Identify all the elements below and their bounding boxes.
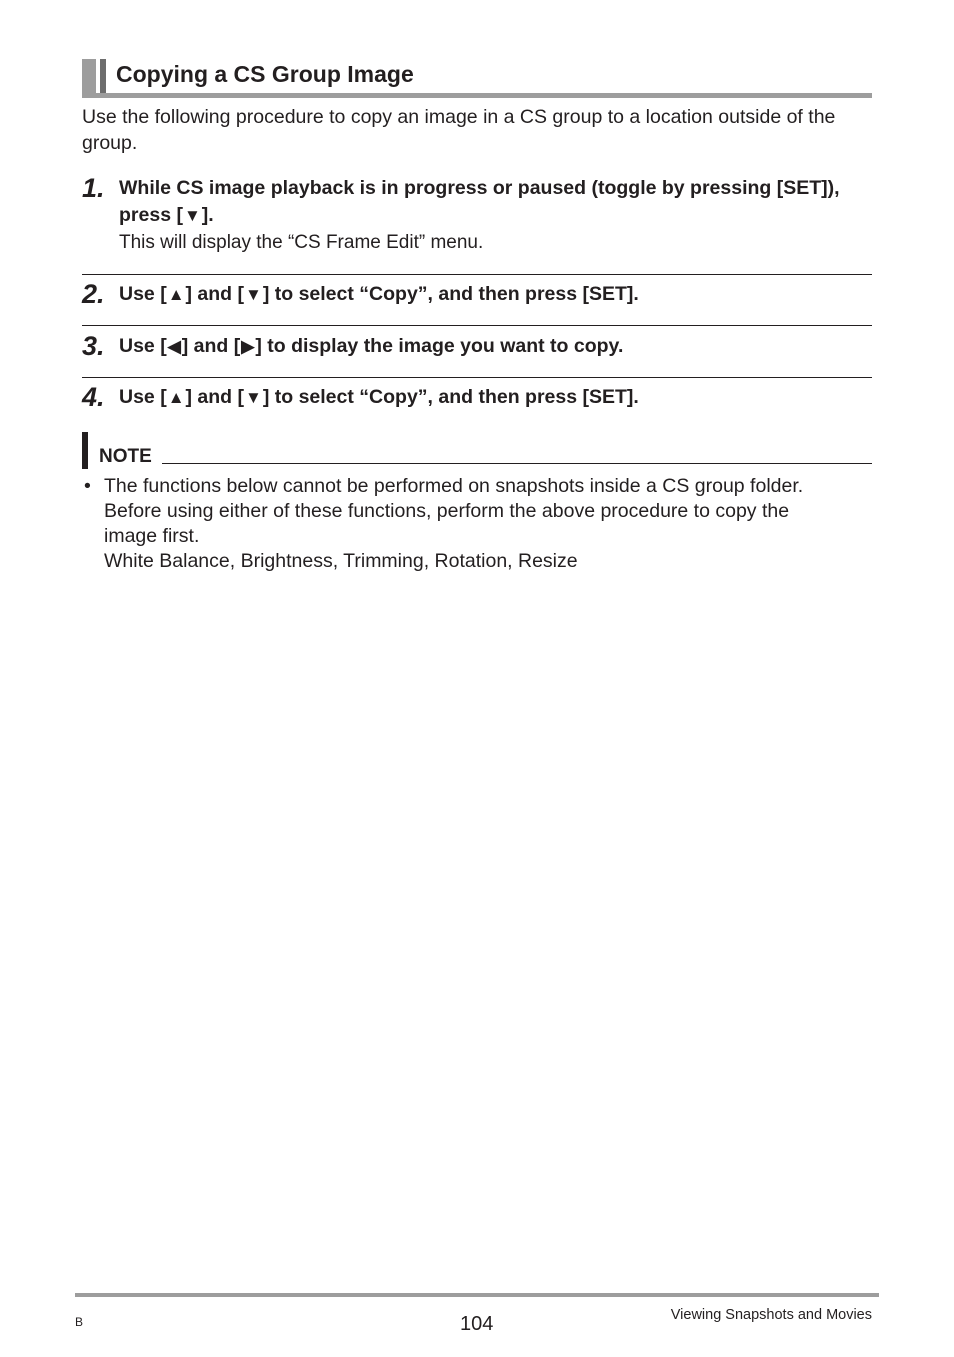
step-instruction: Use [▲] and [▼] to select “Copy”, and then press [SET]. (119, 384, 871, 411)
note-line: Before using either of these functions, perform the above procedure to copy the (104, 500, 790, 522)
heading-bar-decoration (82, 59, 96, 95)
note-line: image first. (104, 525, 200, 547)
step-number: 3. (82, 331, 105, 361)
down-arrow-icon: ▼ (245, 285, 262, 304)
note-label: NOTE (99, 446, 152, 467)
note-heading (82, 432, 872, 470)
down-arrow-icon: ▼ (183, 206, 201, 225)
heading-bar-decoration (100, 59, 106, 95)
step-note: This will display the “CS Frame Edit” menu. (119, 232, 484, 253)
footer-language-code: B (75, 1315, 84, 1329)
step-instruction: Use [◀] and [▶] to display the image you want to copy. (119, 333, 871, 360)
footer-chapter-title: Viewing Snapshots and Movies (670, 1307, 872, 1323)
bullet-icon: • (84, 475, 91, 497)
note-text (104, 474, 870, 574)
divider (82, 325, 872, 326)
step-instruction: While CS image playback is in progress or paused (toggle by pressing [SET]), press [▼]. (119, 175, 871, 229)
section-heading (82, 59, 872, 98)
step-number: 1. (82, 173, 105, 203)
down-arrow-icon: ▼ (245, 388, 262, 407)
page-number: 104 (460, 1313, 494, 1335)
right-arrow-icon: ▶ (241, 337, 255, 356)
intro-paragraph: Use the following procedure to copy an image in a CS group to a location outside of the group. (82, 106, 836, 154)
up-arrow-icon: ▲ (167, 285, 185, 304)
note-line: The functions below cannot be performed on snapshots inside a CS group folder. (104, 475, 804, 497)
step-number: 4. (82, 382, 105, 412)
heading-underline (82, 93, 872, 98)
up-arrow-icon: ▲ (167, 388, 185, 407)
section-title: Copying a CS Group Image (116, 61, 414, 87)
divider (82, 274, 872, 275)
note-line: White Balance, Brightness, Trimming, Rotation, Resize (104, 550, 578, 572)
left-arrow-icon: ◀ (167, 337, 181, 356)
note-rule (162, 463, 872, 464)
footer-rule (75, 1293, 879, 1297)
step-number: 2. (82, 279, 105, 309)
step-instruction: Use [▲] and [▼] to select “Copy”, and then press [SET]. (119, 281, 871, 308)
divider (82, 377, 872, 378)
note-bar-decoration (82, 432, 88, 469)
